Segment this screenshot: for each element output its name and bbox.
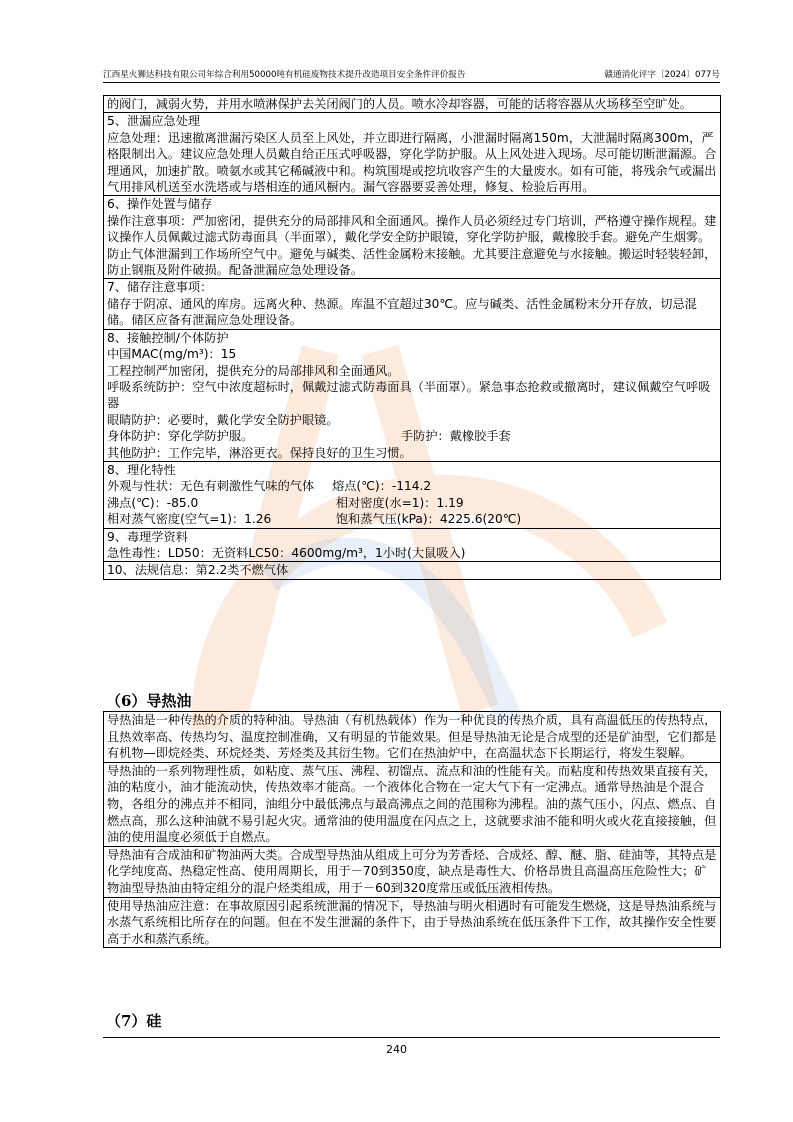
continuation-text: 的阀门，减弱火势，并用水喷淋保护去关闭阀门的人员。喷水冷却容器，可能的话将容器从火场移至空旷处。	[107, 97, 692, 111]
exposure-other: 其他防护：工作完毕，淋浴更衣。保持良好的卫生习惯。	[107, 445, 412, 460]
leak-text: 应急处理：迅速撤离泄漏污染区人员至上风处，并立即进行隔离，小泄漏时隔离150m，大泄漏时隔离300m，严格限制出入。建议应急处理人员戴自给正压式呼吸器，穿化学防护服。从上风处进入现场。尽可能切断泄漏源。合理通风，加速扩散。喷氨水或其它稀碱液中和。构筑围堤或挖坑收容产生的大量废水。如有可能，将残余气或漏出气用排风机送至水洗塔或与塔相连的通风橱内。漏气容器要妥善处理，修复、检验后再用。	[107, 130, 717, 195]
storage-cell	[104, 278, 720, 328]
leak-title: 5、泄漏应急处理	[107, 114, 201, 129]
page-number: 240	[386, 1043, 407, 1056]
section-heading-heat-transfer-oil: （6）导热油	[106, 692, 192, 710]
exposure-hand: 手防护：戴橡胶手套	[401, 429, 511, 444]
physchem-row-2	[107, 495, 717, 511]
physchem-melting: 熔点(℃)：-114.2	[332, 479, 432, 494]
toxicology-cell	[104, 528, 720, 562]
footer-divider	[103, 1037, 720, 1038]
regulation-cell	[104, 561, 720, 578]
exposure-cell	[104, 329, 720, 461]
toxicology-title: 9、毒理学资料	[107, 529, 188, 544]
leak-response-cell	[104, 112, 720, 195]
exposure-title: 8、接触控制/个体防护	[107, 330, 229, 345]
fire-fighting-continuation	[104, 96, 720, 112]
physchem-rel-density: 相对密度(水=1)：1.19	[335, 495, 464, 510]
handling-text: 操作注意事项：严加密闭，提供充分的局部排风和全面通风。操作人员必须经过专门培训，严格遵守操作规程。建议操作人员佩戴过滤式防毒面具（半面罩），戴化学安全防护眼镜，穿化学防护服，戴橡胶手套。避免产生烟雾。防止气体泄漏到工作场所空气中。避免与碱类、活性金属粉末接触。尤其要注意避免与水接触。搬运时轻装轻卸，防止钢瓶及附件破损。配备泄漏应急处理设备。	[107, 213, 717, 278]
physchem-appearance: 外观与性状：无色有刺激性气味的气体	[107, 479, 315, 494]
chlorine-info-table	[103, 95, 721, 580]
header-report-title: 江西星火狮达科技有限公司年综合利用50000吨有机硅废物技术提升改造项目安全条件评价报告	[103, 70, 466, 80]
oil-paragraph-4: 使用导热油应注意：在事故原因引起系统泄漏的情况下，导热油与明火相遇时有可能发生燃烧，这是导热油系统与水蒸气系统相比所存在的问题。但在不发生泄漏的条件下，由于导热油系统在低压条件下工作，故其操作安全性要高于水和蒸汽系统。	[104, 897, 720, 948]
storage-text: 储存于阴凉、通风的库房。远离火种、热源。库温不宜超过30℃。应与碱类、活性金属粉末分开存放，切忌混储。储区应备有泄漏应急处理设备。	[107, 296, 697, 328]
physchem-boiling: 沸点(℃)：-85.0	[107, 495, 199, 510]
physchem-row-1	[107, 478, 717, 494]
physchem-row-3	[107, 511, 717, 527]
handling-title: 6、操作处置与储存	[107, 197, 213, 212]
exposure-body-hand-row	[107, 428, 717, 444]
toxicology-text: 急性毒性：LD50：无资料LC50：4600mg/m³，1小时(大鼠吸入)	[107, 545, 466, 560]
oil-paragraph-3: 导热油有合成油和矿物油两大类。合成型导热油从组成上可分为芳香烃、合成烃、醇、醚、脂、硅油等，其特点是化学纯度高、热稳定性高、使用周期长，用于－70到350度，缺点是毒性大、价格昂贵且高温高压危险性大；矿物油型导热油由特定组分的混户烃类组成，用于－60到320度常压或低压液相传热。	[104, 846, 720, 897]
physchem-vapor-pressure: 饱和蒸气压(kPa)：4225.6(20℃)	[335, 512, 522, 527]
handling-cell	[104, 195, 720, 278]
section-heading-silicon: （7）硅	[106, 1012, 162, 1030]
oil-paragraph-1: 导热油是一种传热的介质的特种油。导热油（有机热载体）作为一种优良的传热介质，具有高温低压的传热特点，且热效率高、传热均匀、温度控制准确，又有明显的节能效果。但是导热油无论是合成型的还是矿油型，它们都是有机物—即烷烃类、环烷烃类、芳烃类及其衍生物。它们在热油炉中，在高温状态下长期运行，将发生裂解。	[107, 713, 717, 761]
regulation-text: 10、法规信息：第2.2类不燃气体	[107, 563, 289, 578]
physchem-vapor-density: 相对蒸气密度(空气=1)：1.26	[107, 512, 272, 527]
physchem-cell	[104, 461, 720, 528]
exposure-engineering: 工程控制严加密闭，提供充分的局部排风和全面通风。	[107, 363, 400, 378]
exposure-body: 身体防护：穿化学防护服。	[107, 429, 254, 444]
physchem-title: 8、理化特性	[107, 462, 176, 477]
exposure-respiratory: 呼吸系统防护：空气中浓度超标时，佩戴过滤式防毒面具（半面罩）。紧急事态抢救或撤离时，建议佩戴空气呼吸器	[107, 379, 711, 411]
storage-title: 7、储存注意事项：	[107, 280, 213, 295]
exposure-mac: 中国MAC(mg/m³)：15	[107, 347, 237, 362]
header-report-number: 赣通消化评字〔2024〕077号	[604, 70, 720, 80]
page-header	[103, 66, 720, 83]
exposure-eye: 眼睛防护：必要时，戴化学安全防护眼镜。	[107, 412, 339, 427]
oil-paragraph-2: 导热油的一系列物理性质，如粘度、蒸气压、沸程、初馏点、流点和油的性能有关。而粘度和传热效果直接有关，油的粘度小，油才能流动快，传热效率才能高。一个液体化合物在一定大气下有一定沸点。通常导热油是个混合物，各组分的沸点并不相同，油组分中最低沸点与最高沸点之间的范围称为沸程。油的蒸气压小，闪点、燃点、自燃点高，那么这种油就不易引起火灾。通常油的使用温度在闪点之上，这就要求油不能和明火或火花直接接触，但油的使用温度必须低于自燃点。	[104, 762, 720, 846]
heat-transfer-oil-table	[103, 711, 721, 948]
